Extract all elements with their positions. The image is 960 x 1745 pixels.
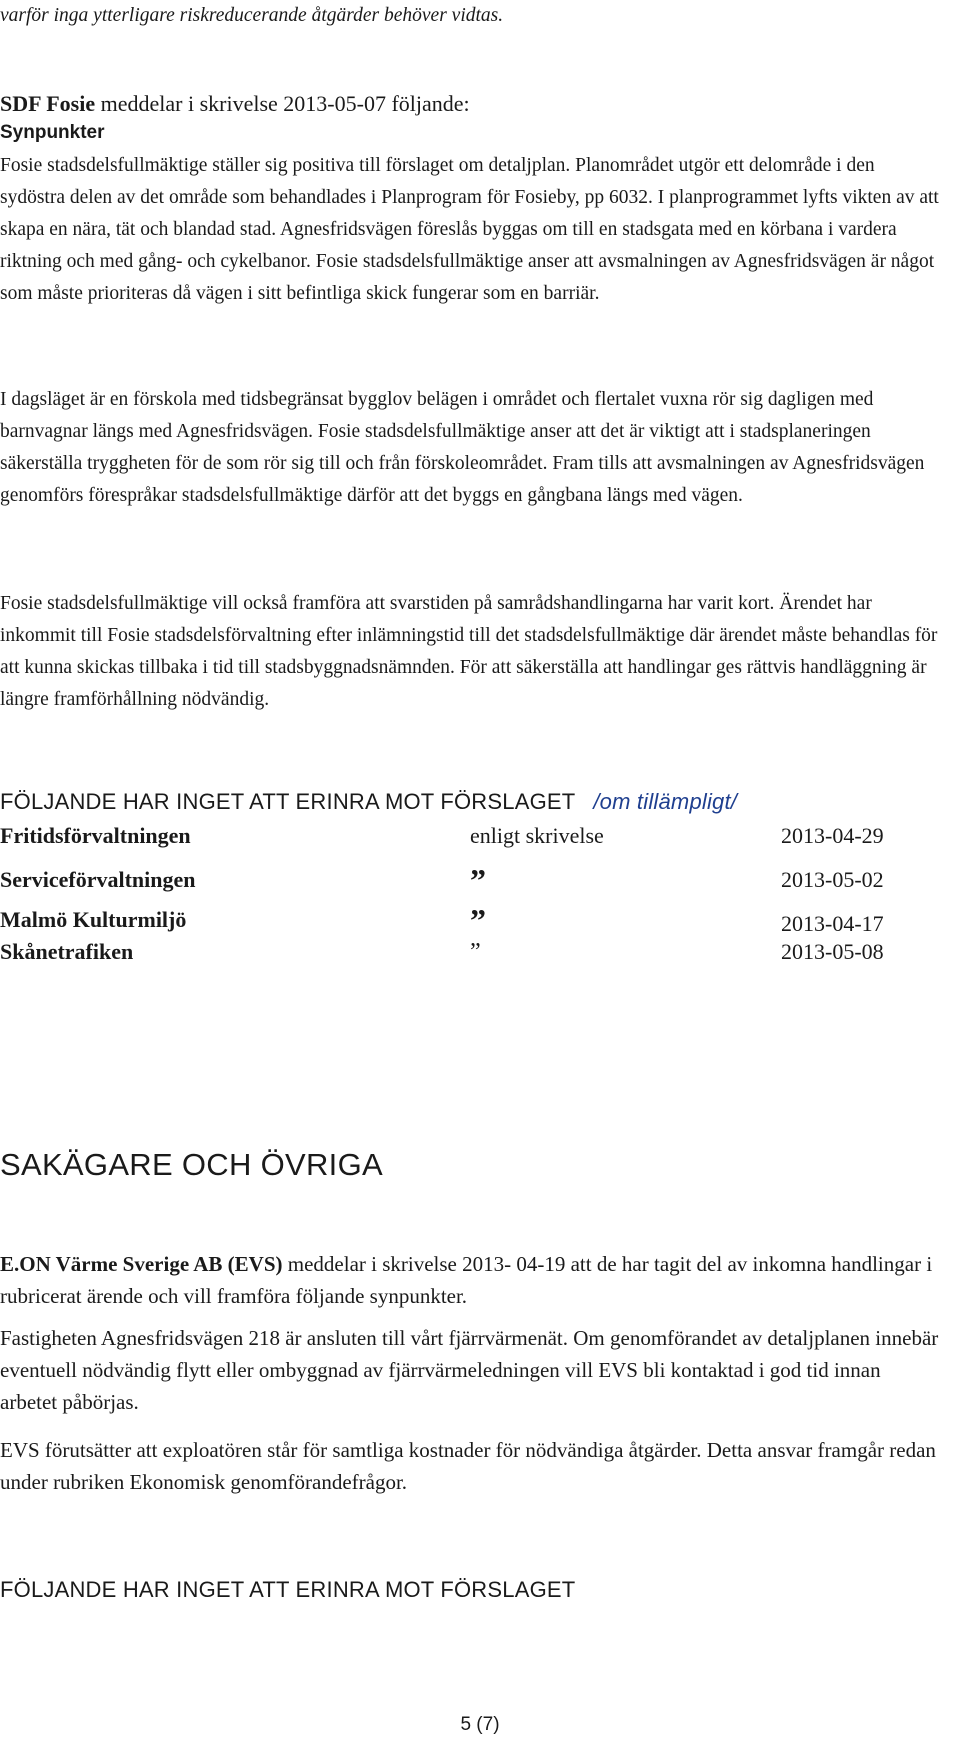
sdf-paragraph-3: Fosie stadsdelsfullmäktige vill också framföra att svarstiden på samrådshandlingarna har varit kort. Ärendet har inkommit till Fosie stadsdelsförvaltning efter inlämningstid till det stadsdelsfullmäktige där ärendet måste behandlas för att kunna skickas tillbaka i tid till stadsbyggnadsnämnden. För att säkerställa att handlingar ges rättvis handläggning är längre framförhållning nödvändig. bbox=[0, 593, 938, 710]
no-objection-heading-2: FÖLJANDE HAR INGET ATT ERINRA MOT FÖRSLAGET bbox=[0, 1577, 576, 1602]
table-row bbox=[0, 936, 960, 968]
eon-paragraph-1: Fastigheten Agnesfridsvägen 218 är ansluten till vårt fjärrvärmenät. Om genomförandet av detaljplanen innebär eventuell nödvändig flytt eller ombyggnad av fjärrvärmeledningen vill EVS bli kontaktad i god tid innan arbetet påbörjas. bbox=[0, 1326, 939, 1414]
sdf-paragraph-2: I dagsläget är en förskola med tidsbegränsat bygglov belägen i området och flertalet vuxna rör sig dagligen med barnvagnar längs med Agnesfridsvägen. Fosie stadsdelsfullmäktige anser att det är viktigt att i stadsplaneringen säkerställa tryggheten för de som rör sig till och från förskoleområdet. Fram tills att avsmalningen av Agnesfridsvägen genomförs förespråkar stadsdelsfullmäktige därför att det byggs en gångbana längs med vägen. bbox=[0, 389, 925, 506]
owners-heading: SAKÄGARE OCH ÖVRIGA bbox=[0, 1147, 383, 1182]
org-name: Serviceförvaltningen bbox=[0, 867, 196, 892]
table-row bbox=[0, 864, 960, 896]
org-date: 2013-05-02 bbox=[781, 867, 884, 892]
table-row bbox=[0, 904, 960, 936]
continuation-line: varför inga ytterligare riskreducerande åtgärder behöver vidtas. bbox=[0, 5, 504, 26]
no-objection-note: /om tillämpligt/ bbox=[593, 789, 738, 814]
eon-paragraph bbox=[0, 1248, 940, 1312]
org-via: ” bbox=[470, 862, 486, 898]
org-name: Malmö Kulturmiljö bbox=[0, 907, 187, 932]
page-number: 5 (7) bbox=[460, 1714, 500, 1735]
eon-name: E.ON Värme Sverige AB (EVS) bbox=[0, 1252, 283, 1276]
sdf-intro bbox=[0, 88, 940, 120]
sdf-name: SDF Fosie bbox=[0, 91, 96, 116]
no-objection-heading-row bbox=[0, 788, 960, 816]
no-objection-heading: FÖLJANDE HAR INGET ATT ERINRA MOT FÖRSLAGET bbox=[0, 789, 576, 814]
sdf-intro-text: meddelar i skrivelse 2013-05-07 följande: bbox=[95, 91, 470, 116]
org-via: ” bbox=[470, 902, 486, 938]
org-date: 2013-04-17 bbox=[781, 911, 884, 936]
org-via: ” bbox=[470, 939, 481, 965]
org-name: Fritidsförvaltningen bbox=[0, 823, 191, 848]
org-via: enligt skrivelse bbox=[470, 823, 604, 848]
table-row bbox=[0, 820, 960, 852]
org-name: Skånetrafiken bbox=[0, 939, 134, 964]
synpunkter-subheading: Synpunkter bbox=[0, 122, 105, 143]
eon-paragraph-2: EVS förutsätter att exploatören står för samtliga kostnader för nödvändiga åtgärder. Detta ansvar framgår redan under rubriken Ekonomisk genomförandefrågor. bbox=[0, 1438, 936, 1494]
org-date: 2013-04-29 bbox=[781, 823, 884, 848]
sdf-paragraph-1: Fosie stadsdelsfullmäktige ställer sig positiva till förslaget om detaljplan. Planområdet utgör ett delområde i den sydöstra delen av det område som behandlades i Planprogram för Fosieby, pp 6032. I planprogrammet lyfts vikten av att skapa en nära, tät och blandad stad. Agnesfridsvägen föreslås byggas om till en stadsgata med en körbana i vardera riktning och med gång- och cykelbanor. Fosie stadsdelsfullmäktige anser att avsmalningen av Agnesfridsvägen är något som måste prioriteras då vägen i sitt befintliga skick fungerar som en barriär. bbox=[0, 155, 939, 304]
org-date: 2013-05-08 bbox=[781, 939, 884, 964]
eon-intro-text: meddelar i skrivelse 2013- 04-19 att de har tagit del av inkomna handlingar i rubricerat ärende och vill framföra följande synpunkter. bbox=[0, 1252, 933, 1308]
